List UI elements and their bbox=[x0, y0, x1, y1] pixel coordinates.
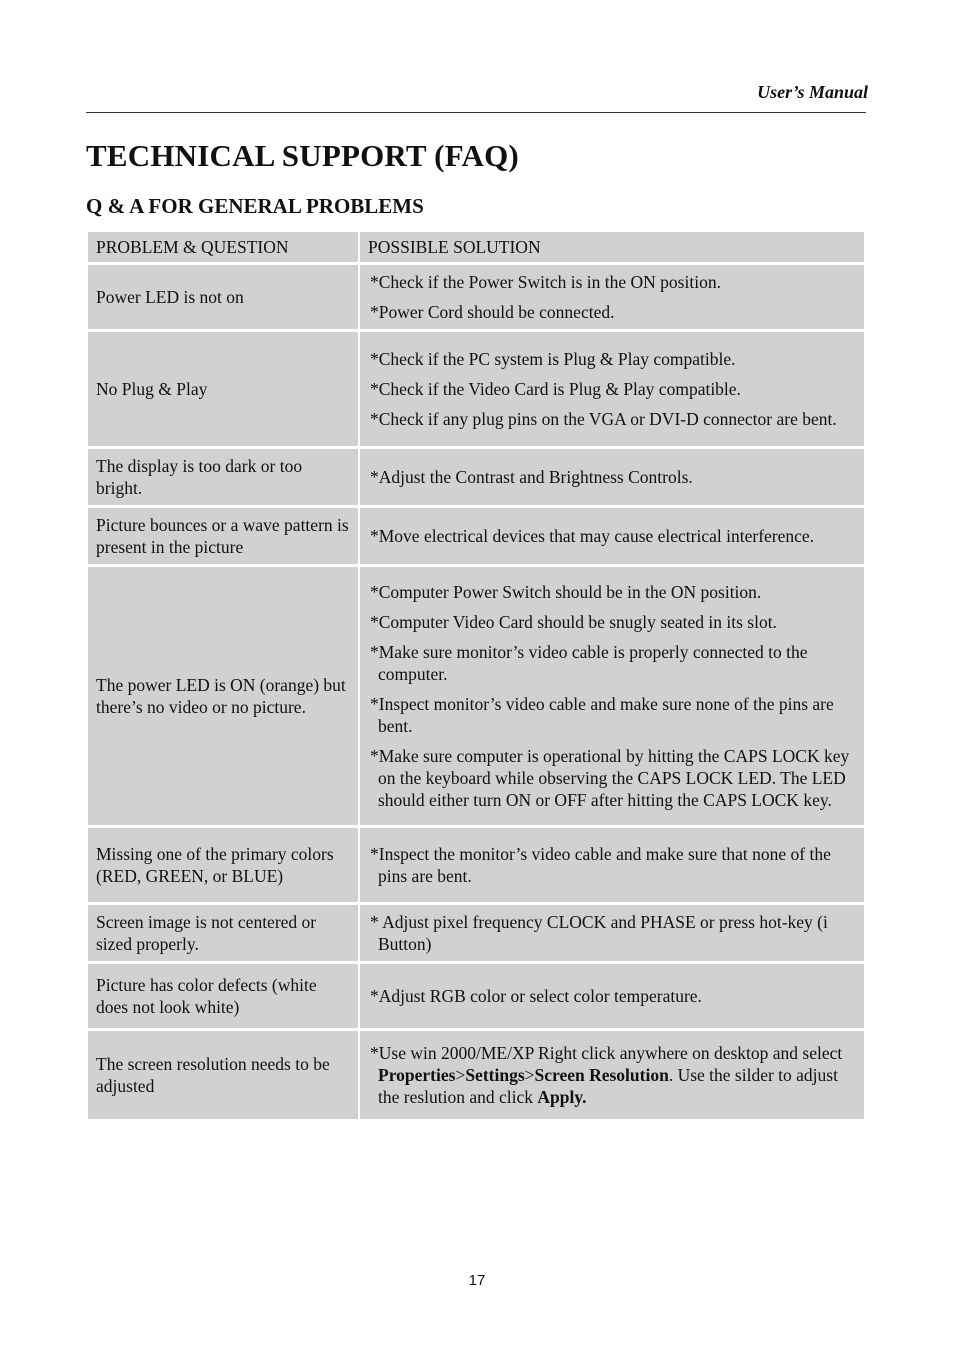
solution-cell bbox=[360, 265, 864, 329]
table-row bbox=[88, 332, 864, 446]
solution-cell bbox=[360, 828, 864, 902]
table-row bbox=[88, 449, 864, 505]
solution-text: > bbox=[524, 1065, 535, 1085]
problem-cell: The power LED is ON (orange) but there’s no video or no picture. bbox=[88, 567, 358, 825]
table-header-row bbox=[88, 232, 864, 262]
solution-item: *Inspect the monitor’s video cable and make sure that none of the pins are bent. bbox=[370, 844, 831, 886]
problem-cell: Screen image is not centered or sized properly. bbox=[88, 905, 358, 961]
solution-item: *Adjust the Contrast and Brightness Controls. bbox=[370, 467, 693, 487]
problem-cell: The screen resolution needs to be adjusted bbox=[88, 1031, 358, 1119]
page-title: TECHNICAL SUPPORT (FAQ) bbox=[86, 138, 519, 173]
solution-item: *Power Cord should be connected. bbox=[370, 302, 615, 322]
table-row bbox=[88, 567, 864, 825]
section-title: Q & A FOR GENERAL PROBLEMS bbox=[86, 194, 424, 218]
apply-term: Apply. bbox=[537, 1087, 587, 1107]
table-row bbox=[88, 964, 864, 1028]
solution-cell bbox=[360, 1031, 864, 1119]
column-header-problem: PROBLEM & QUESTION bbox=[88, 232, 358, 262]
page-number: 17 bbox=[468, 1272, 486, 1289]
problem-cell: No Plug & Play bbox=[88, 332, 358, 446]
solution-item: *Make sure computer is operational by hitting the CAPS LOCK key on the keyboard while observing the CAPS LOCK LED. The LED should either turn ON or OFF after hitting the CAPS LOCK key. bbox=[370, 746, 850, 810]
properties-term: Properties bbox=[378, 1065, 456, 1085]
solution-cell bbox=[360, 567, 864, 825]
solution-cell bbox=[360, 508, 864, 564]
solution-item: *Computer Video Card should be snugly seated in its slot. bbox=[370, 612, 777, 632]
screen-resolution-term: Screen Resolution bbox=[534, 1065, 669, 1085]
solution-text: > bbox=[455, 1065, 466, 1085]
column-header-solution: POSSIBLE SOLUTION bbox=[360, 232, 864, 262]
solution-cell bbox=[360, 905, 864, 961]
solution-cell bbox=[360, 449, 864, 505]
table-row bbox=[88, 265, 864, 329]
table-row bbox=[88, 905, 864, 961]
solution-item: *Inspect monitor’s video cable and make sure none of the pins are bent. bbox=[370, 694, 834, 736]
solution-text: . Use the silder to adjust the reslution and click bbox=[378, 1065, 838, 1107]
solution-item: *Check if any plug pins on the VGA or DVI-D connector are bent. bbox=[370, 409, 837, 429]
solution-item: *Check if the Video Card is Plug & Play compatible. bbox=[370, 379, 741, 399]
problem-cell: Picture has color defects (white does not look white) bbox=[88, 964, 358, 1028]
solution-item bbox=[370, 1042, 856, 1108]
solution-item: * Adjust pixel frequency CLOCK and PHASE or press hot-key (i Button) bbox=[370, 912, 828, 954]
problem-cell: Missing one of the primary colors (RED, GREEN, or BLUE) bbox=[88, 828, 358, 902]
table-row bbox=[88, 828, 864, 902]
table-row bbox=[88, 1031, 864, 1119]
solution-item: *Adjust RGB color or select color temperature. bbox=[370, 986, 702, 1006]
table-row bbox=[88, 508, 864, 564]
solution-item: *Check if the PC system is Plug & Play compatible. bbox=[370, 349, 736, 369]
header-divider bbox=[86, 112, 866, 113]
problem-cell: Picture bounces or a wave pattern is present in the picture bbox=[88, 508, 358, 564]
solution-cell bbox=[360, 332, 864, 446]
solution-item: *Make sure monitor’s video cable is properly connected to the computer. bbox=[370, 642, 808, 684]
solution-item: *Move electrical devices that may cause electrical interference. bbox=[370, 526, 815, 546]
solution-text: *Use win 2000/ME/XP Right click anywhere on desktop and select bbox=[370, 1043, 843, 1063]
solution-cell bbox=[360, 964, 864, 1028]
faq-table bbox=[86, 229, 866, 1122]
solution-item: *Check if the Power Switch is in the ON position. bbox=[370, 272, 721, 292]
settings-term: Settings bbox=[465, 1065, 525, 1085]
solution-item: *Computer Power Switch should be in the ON position. bbox=[370, 582, 762, 602]
problem-cell: Power LED is not on bbox=[88, 265, 358, 329]
running-header: User’s Manual bbox=[757, 82, 868, 102]
problem-cell: The display is too dark or too bright. bbox=[88, 449, 358, 505]
